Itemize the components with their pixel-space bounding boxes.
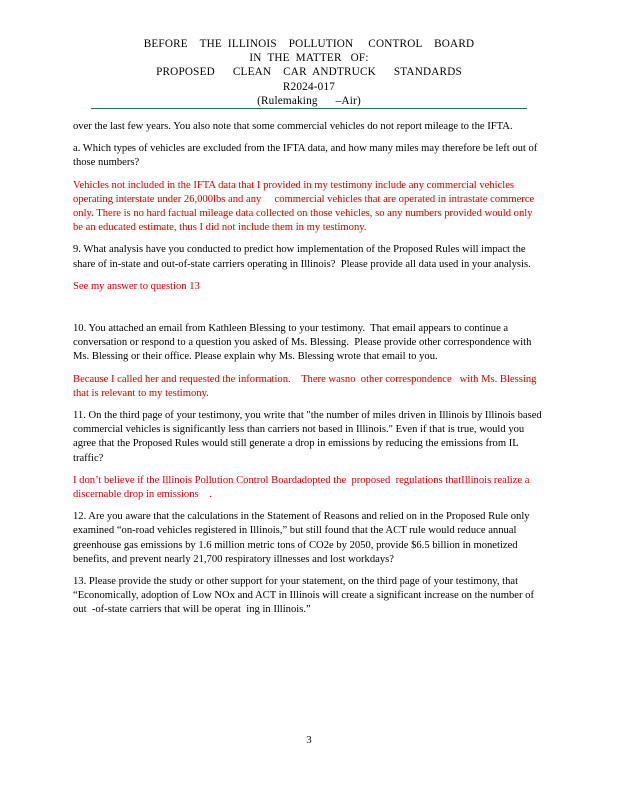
header-line-type: (Rulemaking –Air): [257, 94, 361, 107]
header-line-matter: IN THE MATTER OF:: [249, 52, 369, 65]
paragraph-continuation: over the last few years. You also note that some commercial vehicles do not report mileage to the IFTA.: [73, 121, 513, 132]
page-number: 3: [306, 735, 312, 746]
answer-9: See my answer to question 13: [73, 280, 200, 292]
question-12: 12. Are you aware that the calculations in the Statement of Reasons and relied on in the Proposed Rule only examined “on-road vehicles registered in Illinois,” but still found that the ACT rule would reduce annual greenhouse gas emissions by 1.6 million metric tons of CO2e by 2050, provide $6.5 billion in monetized benefits, and prevent nearly 21,700 respiratory illnesses and lost workdays?: [73, 511, 533, 565]
paragraph-spacer: [73, 302, 545, 322]
answer-8a: Vehicles not included in the IFTA data that I provided in my testimony include any commercial vehicles operating interstate under 26,000lbs and any commercial vehicles that are operated in intrastate commerce only. There is no hard factual mileage data collected on those vehicles, so any numbers provided would only be an educated estimate, thus I did not include them in my testimony.: [73, 179, 537, 234]
document-header: [0, 37, 618, 108]
header-line-court: BEFORE THE ILLINOIS POLLUTION CONTROL BOARD: [143, 38, 475, 50]
answer-10: Because I called her and requested the information. There wasno other correspondence with Ms. Blessing that is relevant to my testimony.: [73, 373, 540, 399]
header-line-title: PROPOSED CLEAN CAR ANDTRUCK STANDARDS: [156, 66, 462, 79]
question-10: 10. You attached an email from Kathleen Blessing to your testimony. That email appears to continue a conversation or respond to a question you asked of Ms. Blessing. Please provide other correspondence with Ms. Blessing or their office. Please explain why Ms. Blessing wrote that email to you.: [73, 323, 535, 363]
question-8a: a. Which types of vehicles are excluded from the IFTA data, and how many miles may therefore be left out of those numbers?: [73, 143, 540, 169]
answer-11: I don’t believe if the Illinois Pollution Control Boardadopted the proposed regulations thatIllinois realize a discernable drop in emissions .: [73, 474, 533, 501]
question-9: 9. What analysis have you conducted to predict how implementation of the Proposed Rules will impact the share of in-state and out-of-state carriers operating in Illinois? Please provide all data used in your analysis.: [73, 244, 531, 270]
question-13: 13. Please provide the study or other support for your statement, on the third page of your testimony, that “Economically, adoption of Low NOx and ACT in Illinois will create a significant increase on the number of out -of-state carriers that will be operat ing in Illinois.”: [73, 576, 537, 616]
question-11: 11. On the third page of your testimony, you write that "the number of miles driven in Illinois by Illinois based commercial vehicles is significantly less than carriers not based in Illinois." Even if that is true, would you agree that the Proposed Rules would still generate a drop in emissions by reducing the emissions from IL traffic?: [73, 410, 545, 464]
header-divider: [91, 108, 527, 109]
header-line-docket: R2024-017: [282, 80, 336, 93]
document-body: [73, 120, 545, 626]
